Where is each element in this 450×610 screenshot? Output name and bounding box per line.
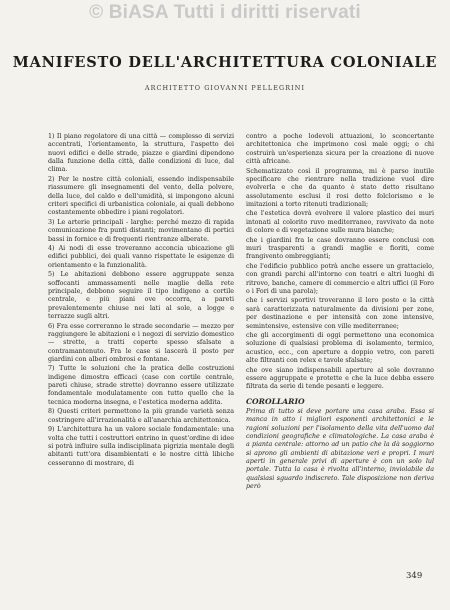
- paragraph-public-buildings: che l'edificio pubblico potrà anche essere un grattacielo, con grandi parchi all'intorno con teatri e altri luoghi di ritrovo, banche, camere di commercio e altri uffici (il Foro o i Fori di una parola);: [246, 262, 434, 295]
- paragraph-6: 6) Fra esse correranno le strade secondarie — mezzo per raggiungere le abitazioni e i negozi di servizio domestico — strette, a tratti coperte spesso sfalsate a contramantenuto. Fra le case si lascerà il posto per giardini con alberi ombrosi e fontane.: [48, 322, 234, 363]
- right-column: [246, 133, 434, 493]
- paragraph-7: 7) Tutte le soluzioni che la pratica delle costruzioni indigene dimostra efficaci (case con cortile centrale, pareti chiuse, strade strette) dovranno essere utilizzate fondamentale modulatamente con tutto quello che la tecnica moderna insegna, e l'estetica moderna addita.: [48, 365, 234, 406]
- corollary-paragraph: Prima di tutto si deve portare una casa araba. Essa si manca in atto i migliori esponenti architettonici e le ragioni soluzioni per l'isolamento della vita dell'uomo dal condizioni geografiche e climatologiche. La casa araba è a pianta centrale: attorno ad un patio che la dà soggiorno si aprono gli ambienti di abitazione veri e propri. I muri aperti in generale privi di aperture è con un solo lul portale. Tutta la casa è rivolta all'interno, inviolabile da qualsiasi sguardo indiscreto. Tale disposizione non deriva però: [246, 407, 434, 491]
- paragraph-2: 2) Per le nostre città coloniali, essendo indispensabile riassumere gli insegnamenti del vento, della polvere, della luce, del caldo e dell'umidità, si impongono alcuni criteri specifici di urbanistica coloniale, ai quali debbono costantemente obbedire i piani regolatori.: [48, 175, 234, 217]
- paragraph-aesthetics: che l'estetica dovrà evolvere il valore plastico dei muri intonati al colorito ruvo mediterraneo, ravvivato da note di colore e di vegetazione sulle mura bianche;: [246, 210, 434, 235]
- paragraph-4: 4) Ai nodi di esse troveranno acconcia ubicazione gli edifici pubblici, dei quali vanno rispettate le esigenze di orientamento e la funzionalità.: [48, 245, 234, 269]
- paragraph-openings: che ove siano indispensabili aperture al sole dovranno essere aggruppate e protette e che la luce debba essere filtrata da serie di tende pesanti e leggere.: [246, 366, 434, 391]
- author-byline: ARCHITETTO GIOVANNI PELLEGRINI: [144, 84, 306, 92]
- paragraph-9: 9) L'architettura ha un valore sociale fondamentale: una volta che tutti i costruttori entrino in quest'ordine di idee si potrà influire sulla indisciplinata pigrizia mentale degli abitanti tutt'ora disambientati e le nostre città libiche cesseranno di mostrare, di: [48, 426, 234, 467]
- corollary-heading: COROLLARIO: [246, 396, 305, 406]
- paragraph-3: 3) Le arterie principali - larghe: perché mezzo di rapida comunicazione fra punti distanti; movimentano di portici bassi in fornice e di frequenti rientranze alberate.: [48, 218, 234, 243]
- paragraph-insulation: che gli accorgimenti di oggi permettono una economica soluzione di qualsiasi problema di isolamento, termico, acustico, ecc., con aperture a doppio vetro, con pareti alte filtranti con relex e tavole sfalsate;: [246, 332, 434, 365]
- paragraph-sports: che i servizi sportivi troveranno il loro posto e la città sarà caratterizzata naturalmente da divisioni per zone, per destinazione e per intensità con zone intensive, semintensive, estensive con ville mediterranee;: [246, 297, 434, 330]
- left-column: [48, 133, 234, 469]
- paragraph-1: 1) Il piano regolatore di una città — complesso di servizi accentrati, l'orientamento, la struttura, l'aspetto dei nuovi edifici e delle strade, piazze e giardini dipendono dalla funzione della città, dalle condizioni di luce, dal clima.: [48, 133, 234, 174]
- paragraph-5: 5) Le abitazioni debbono essere aggruppate senza soffocanti ammassamenti nelle maglie della rete principale, debbono seguire il tipo indigeno a cortile centrale, e più piani ove occorra, a pareti prevalentemente chiuse nei lati al sole, a logge e terrazze sugli altri.: [48, 271, 234, 320]
- paragraph-8: 8) Questi criteri permettono la più grande varietà senza costringere all'irrazionalità e all'anarchia architettonica.: [48, 408, 234, 424]
- paragraph-schema: Schematizzato così il programma, mi è parso inutile specificare che rientrare nella tradizione vuol dire evolverla e che da quanto è stato detto risultano assolutamente esclusi il rosi detto folclorismo e le imitazioni a torto ritenuti tradizionali;: [246, 167, 434, 208]
- page-number: 349: [406, 571, 423, 581]
- paragraph-continued: contro a poche lodevoli attuazioni, lo sconcertante architettonica che imprimono così male oggi; o chi costruirà un'esperienza sicura per la creazione di nuove città africane.: [246, 133, 434, 166]
- paragraph-gardens: che i giardini fra le case dovranno essere conclusi con muri trasparenti a grandi maglie e fioriti, come frangivento ombreggianti;: [246, 236, 434, 261]
- page-title: MANIFESTO DELL'ARCHITETTURA COLONIALE: [12, 54, 438, 71]
- watermark: © BiASA Tutti i diritti riservati: [89, 2, 361, 23]
